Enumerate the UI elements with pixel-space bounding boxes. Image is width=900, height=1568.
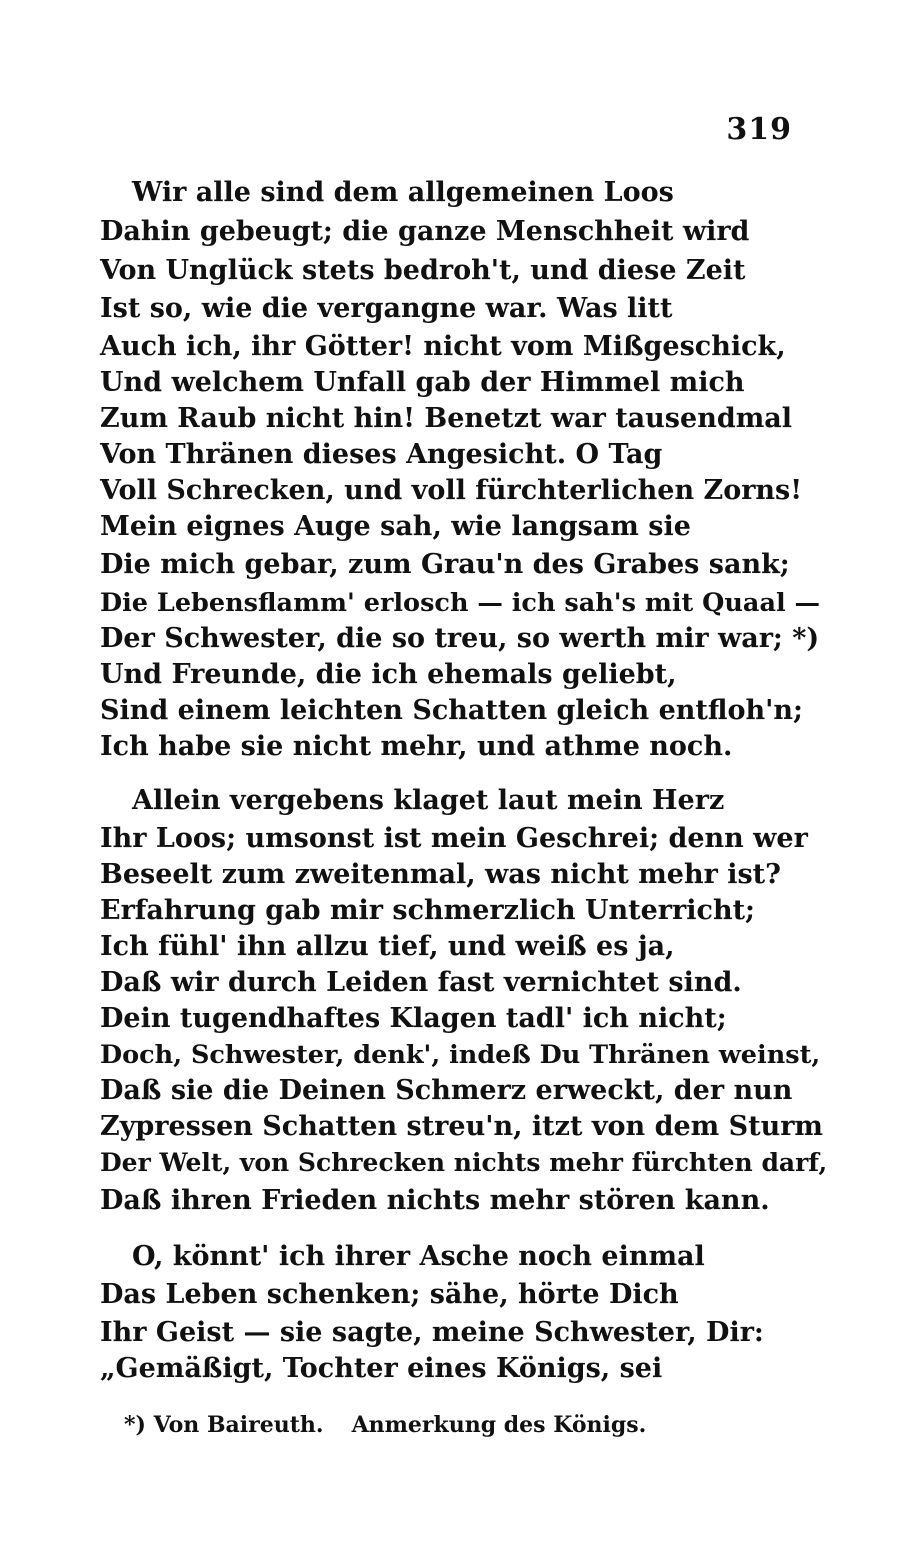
verse-line: Ihr Geist — sie sagte, meine Schwester, Dir: bbox=[100, 1317, 764, 1348]
verse-line: Ich fühl' ihn allzu tief, und weiß es ja, bbox=[100, 931, 675, 962]
verse-line: Voll Schrecken, und voll fürchterlichen Zorns! bbox=[100, 475, 803, 506]
verse-line: Beseelt zum zweitenmal, was nicht mehr ist? bbox=[100, 859, 781, 890]
verse-line: Allein vergebens klaget laut mein Herz bbox=[132, 785, 725, 816]
verse-line: Dahin gebeugt; die ganze Menschheit wird bbox=[100, 216, 750, 247]
verse-line: Doch, Schwester, denk', indeß Du Thränen weinst, bbox=[100, 1040, 821, 1070]
verse-line: Ist so, wie die vergangne war. Was litt bbox=[100, 293, 673, 324]
footnote-marker: *) Von Baireuth. bbox=[124, 1412, 324, 1438]
verse-line: Erfahrung gab mir schmerzlich Unterricht; bbox=[100, 895, 756, 926]
verse-line: Auch ich, ihr Götter! nicht vom Mißgeschick, bbox=[100, 331, 786, 362]
verse-line: Von Unglück stets bedroh't, und diese Zeit bbox=[100, 255, 746, 286]
verse-line: O, könnt' ich ihrer Asche noch einmal bbox=[132, 1241, 705, 1272]
verse-line: Das Leben schenken; sähe, hörte Dich bbox=[100, 1279, 679, 1310]
verse-line: „Gemäßigt, Tochter eines Königs, sei bbox=[100, 1353, 663, 1384]
verse-line: Wir alle sind dem allgemeinen Loos bbox=[132, 177, 674, 208]
footnote bbox=[124, 1412, 646, 1438]
verse-line: Dein tugendhaftes Klagen tadl' ich nicht; bbox=[100, 1003, 727, 1034]
verse-line: Daß sie die Deinen Schmerz erweckt, der nun bbox=[100, 1075, 793, 1106]
verse-line: Zum Raub nicht hin! Benetzt war tausendmal bbox=[100, 403, 793, 434]
verse-line: Ich habe sie nicht mehr, und athme noch. bbox=[100, 731, 733, 762]
verse-line: Daß wir durch Leiden fast vernichtet sind. bbox=[100, 967, 742, 998]
verse-line: Von Thränen dieses Angesicht. O Tag bbox=[100, 439, 663, 470]
verse-line: Und welchem Unfall gab der Himmel mich bbox=[100, 367, 745, 398]
verse-line: Der Schwester, die so treu, so werth mir war; *) bbox=[100, 623, 820, 654]
verse-line: Sind einem leichten Schatten gleich entfloh'n; bbox=[100, 695, 803, 726]
verse-line: Die mich gebar, zum Grau'n des Grabes sank; bbox=[100, 549, 790, 580]
verse-line: Daß ihren Frieden nichts mehr stören kann. bbox=[100, 1185, 770, 1216]
verse-line: Mein eignes Auge sah, wie langsam sie bbox=[100, 511, 691, 542]
verse-line: Ihr Loos; umsonst ist mein Geschrei; denn wer bbox=[100, 823, 808, 854]
page-number: 319 bbox=[726, 112, 792, 147]
footnote-note: Anmerkung des Königs. bbox=[351, 1412, 647, 1438]
verse-line: Zypressen Schatten streu'n, itzt von dem Sturm bbox=[100, 1111, 823, 1142]
verse-line: Und Freunde, die ich ehemals geliebt, bbox=[100, 659, 677, 690]
verse-line: Der Welt, von Schrecken nichts mehr fürchten darf, bbox=[100, 1148, 828, 1177]
verse-line: Die Lebensflamm' erlosch — ich sah's mit Quaal — bbox=[100, 588, 821, 618]
